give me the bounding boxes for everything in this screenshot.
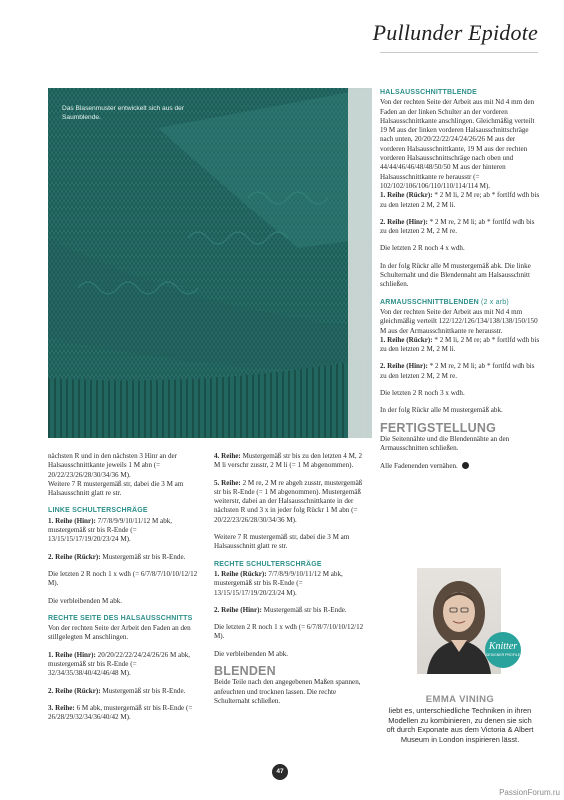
rechts-finish: Die verbleibenden M abk. [214,649,289,658]
col1-intro2: Weitere 7 R mustergemäß str, dabei die 3 M am Halsausschnitt glatt re str. [48,479,184,498]
page-number: 47 [272,764,288,780]
row-text: 20/20/22/22/24/24/26/26 M abk, mustergemäß str bis R-Ende (= 32/34/35/38/40/42/46/48 M). [48,650,191,678]
row-label: 1. Reihe (Rückr): [380,335,433,344]
title-divider [380,52,538,53]
armblende-heading-text: ARMAUSSCHNITTBLENDEN [380,298,479,306]
row-text: 7/7/8/9/9/10/11/12 M abk, mustergemäß str bis R-Ende (= 13/15/15/17/19/20/23/24 M). [48,516,173,544]
badge-subtitle: DESIGNER PROFILE [485,653,521,657]
row-label: 2. Reihe (Hinr): [380,217,428,226]
watermark: PassionForum.ru [499,788,560,797]
row-label: 2. Reihe (Rückr): [48,686,101,695]
end-mark-icon [462,462,469,469]
col2-row4 [214,452,370,471]
knitter-badge [485,632,521,668]
row-text: * 2 M li, 2 M re; ab * fortlfd wdh bis zu den letzten 2 M, 2 M li. [380,191,540,209]
knit-texture [48,88,372,438]
rechte-seite-heading: RECHTE SEITE DES HALSAUSSCHNITTS [48,614,193,622]
row-text: 7/7/8/9/9/10/11/12 M abk, mustergemäß str bis R-Ende (= 13/15/15/17/19/20/23/24 M). [214,569,343,597]
rechts-row2 [214,606,370,615]
row-label: 4. Reihe: [214,452,241,460]
designer-bio: liebt es, unterschiedliche Techniken in ihren Modellen zu kombinieren, zu denen sie sich oft durch Exponate aus dem Victoria & Albert Museum in London inspirieren lässt. [386,706,534,744]
halsblende-finish: In der folg Rückr alle M mustergemäß abk. Die linke Schulternaht und die Blendennaht am Halsausschnitt schließen. [380,261,531,289]
photo-caption: Das Blasenmuster entwickelt sich aus der Saumblende. [62,105,185,121]
armblende-text: Von der rechten Seite der Arbeit aus mit Nd 4 mm gleichmäßig verteilt 122/122/126/134/138/138/150/150 M aus der Armausschnittkante re herausstr. [380,307,538,335]
links-repeat: Die letzten 2 R noch 1 x wdh (= 6/7/8/7/10/10/12/12 M). [48,569,198,588]
row-label: 1. Reihe (Rückr): [214,569,267,578]
fertig-heading: FERTIGSTELLUNG [380,420,496,435]
armblende-heading-small: (2 x arb) [478,298,509,306]
badge-title: Knitter [488,641,518,652]
rechte-seite-row2 [48,687,206,696]
fertig-text: Die Seitennähte und die Blendennähte an den Armausschnitten schließen. [380,434,510,453]
page-title: Pullunder Epidote [372,20,538,45]
row-text: 2 M re, 2 M re abgeh zusstr, mustergemäß str bis R-Ende (= 1 M abgenommen). Mustergemäß weiterstr, dabei an der Halsausschnittkante in der nächsten R und 3 x in jeder folg Rückr 1 M abn (= 20/22/23/26/28/30/34/36 M). [214,478,363,524]
knit-photo [48,88,372,438]
fertig-text2-content: Alle Fadenenden vernähen. [380,461,458,470]
row-label: 2. Reihe (Rückr): [48,552,101,561]
armblende-repeat: Die letzten 2 R noch 3 x wdh. [380,389,465,398]
row-label: 2. Reihe (Hinr): [214,605,262,614]
row-text: Mustergemäß str bis zu den letzten 4 M, 2 M li verschr zusstr, 2 M li (= 1 M abgenommen). [214,452,363,470]
halsblende-heading: HALSAUSSCHNITTBLENDE [380,89,477,96]
halsblende-row1 [380,191,540,210]
rechte-seite-row3 [48,704,206,723]
column-1 [48,452,206,731]
halsblende-text: Von der rechten Seite der Arbeit aus mit Nd 4 mm den Faden an der linken Schulter an der vorderen Halsausschnittkante anschlingen. Gleichmäßig verteilt 19 M aus der linken vorderen Halsausschnittschräge nach unten, 20/20/22/22/24/24/26/26 M aus der vorderen Halsausschnittkante, 19 M aus der rechten vorderen Halsausschnittschräge nach oben und 44/44/46/46/48/48/50/50 M aus der hinteren Halsausschnittkante re herausstr (= 102/102/106/106/110/110/114/114 M). [380,98,535,190]
right-column [380,88,540,479]
column-2 [214,452,370,714]
links-heading: LINKE SCHULTERSCHRÄGE [48,507,148,515]
row-label: 3. Reihe: [48,703,75,712]
halsblende-row2 [380,218,540,237]
row-label: 2. Reihe (Hinr): [380,362,428,371]
row-label: 1. Reihe (Rückr): [380,191,433,200]
fertig-text2 [380,462,540,471]
row-text: Mustergemäß str bis R-Ende. [100,686,186,695]
rechts-heading: RECHTE SCHULTERSCHRÄGE [214,560,322,568]
row-label: 1. Reihe (Hinr): [48,650,96,659]
rechte-seite-text: Von der rechten Seite der Arbeit den Faden an den stillgelegten M anschlingen. [48,624,191,642]
links-row2 [48,553,206,562]
col1-intro: nächsten R und in den nächsten 3 Hinr an der Halsausschnittkante jeweils 1 M abn (= 20/22/23/26/28/30/34/36 M). [48,452,178,479]
links-row1 [48,517,206,545]
blenden-text: Beide Teile nach den angegebenen Maßen spannen, anfeuchten und trocknen lassen. Die rechte Schulternaht schließen. [214,678,361,705]
row-text: 6 M abk, mustergemäß str bis R-Ende (= 26/28/29/32/34/36/40/42 M). [48,703,193,722]
col2-text: Weitere 7 R mustergemäß str, dabei die 3 M am Halsausschnitt glatt re str. [214,533,350,551]
col2-row5 [214,479,370,525]
armblende-row1 [380,336,540,355]
rechts-repeat: Die letzten 2 R noch 1 x wdh (= 6/7/8/7/10/10/12/12 M). [214,623,364,641]
rechts-row1 [214,570,370,598]
designer-name: EMMA VINING [425,694,495,705]
row-text: Mustergemäß str bis R-Ende. [100,552,186,561]
row-text: * 2 M li, 2 M re; ab * fortlfd wdh bis zu den letzten 2 M, 2 M li. [380,335,540,354]
armblende-finish: In der folg Rückr alle M mustergemäß abk. [380,406,503,415]
row-label: 1. Reihe (Hinr): [48,516,96,525]
row-text: * 2 M re, 2 M li; ab * fortlfd wdh bis zu den letzten 2 M, 2 M re. [380,362,535,380]
armblende-heading [380,298,540,307]
row-label: 5. Reihe: [214,478,241,487]
row-text: Mustergemäß str bis R-Ende. [261,605,347,614]
links-finish: Die verbleibenden M abk. [48,596,123,605]
halsblende-repeat: Die letzten 2 R noch 4 x wdh. [380,244,465,253]
rechte-seite-row1 [48,651,206,679]
row-text: * 2 M re, 2 M li; ab * fortlfd wdh bis zu den letzten 2 M, 2 M re. [380,217,535,236]
blenden-heading: BLENDEN [214,664,276,679]
armblende-row2 [380,362,540,381]
